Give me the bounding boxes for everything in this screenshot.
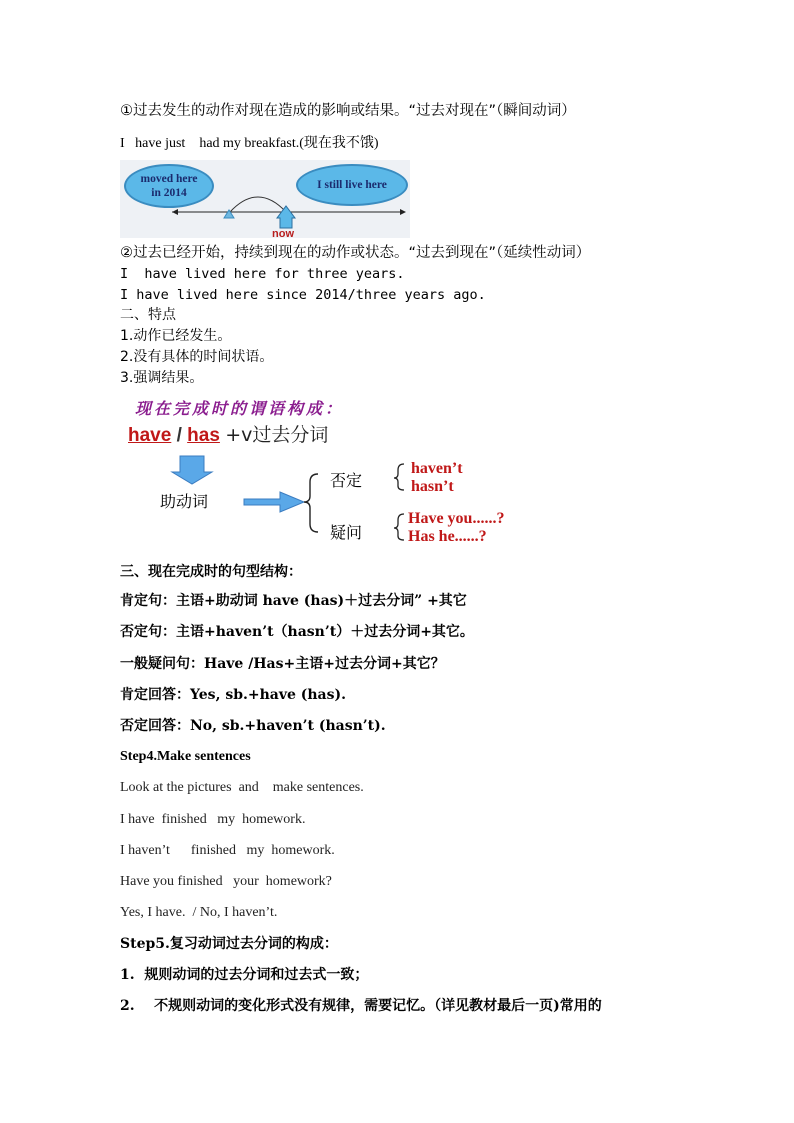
past-marker-icon [224, 210, 234, 218]
formula-slash: / [171, 425, 188, 446]
section1-example: I have just had my breakfast.(现在我不饿) [120, 136, 379, 151]
feature-item-2: 2.没有具体的时间状语。 [120, 349, 274, 365]
step4-line-1: Look at the pictures and make sentences. [120, 780, 364, 795]
now-arrow-icon [277, 206, 295, 228]
step5-title: Step5.复习动词过去分词的构成： [120, 936, 338, 952]
step4-line-5: Yes, I have. / No, I haven’t. [120, 905, 278, 920]
section2-heading: ②过去已经开始，持续到现在的动作或状态。“过去到现在”（延续性动词） [120, 245, 591, 261]
step4-line-4: Have you finished your homework? [120, 874, 332, 889]
now-label: now [272, 228, 294, 240]
step5-line-1: 1. 规则动词的过去分词和过去式一致； [120, 967, 369, 983]
main-brace [304, 474, 318, 532]
q-have-you: Have you......? [408, 510, 505, 527]
aux-label: 助动词 [160, 492, 209, 511]
neg-label: 否定 [330, 471, 363, 490]
structure-line-negative: 否定句：主语+haven’t（hasn’t）＋过去分词+其它。 [120, 624, 474, 640]
formula-line [128, 420, 328, 447]
step4-line-3: I haven’t finished my homework. [120, 843, 335, 858]
neg-brace [394, 464, 404, 490]
formula-has: has [187, 425, 220, 446]
down-arrow-icon [172, 456, 212, 484]
structure-line-affirmative: 肯定句：主语+助动词 have (has)＋过去分词” +其它 [120, 593, 467, 609]
timeline-arc [230, 197, 286, 212]
neg-hasnt: hasn’t [411, 478, 454, 495]
section2-example-2: I have lived here since 2014/three years ago. [120, 287, 486, 303]
q-brace [394, 514, 404, 540]
formula-plus-v: +v过去分词 [225, 424, 329, 446]
section3-title: 三、现在完成时的句型结构： [120, 564, 302, 580]
structure-line-no: 否定回答：No, sb.+haven’t (hasn’t). [120, 718, 386, 734]
neg-havent: haven’t [411, 460, 463, 477]
section2-example-1: I have lived here for three years. [120, 266, 405, 282]
bubble-moved-here: moved here in 2014 [124, 164, 214, 208]
feature-item-3: 3.强调结果。 [120, 370, 204, 386]
bubble-still-live-here: I still live here [296, 164, 408, 206]
features-title: 二、特点 [120, 307, 176, 323]
q-has-he: Has he......? [408, 528, 487, 545]
timeline-arrow-left [172, 209, 178, 215]
structure-line-yes: 肯定回答：Yes, sb.+have (has). [120, 687, 347, 703]
timeline-arrow-right [400, 209, 406, 215]
step5-line-2: 2. 不规则动词的变化形式没有规律，需要记忆。（详见教材最后一页)常用的 [120, 998, 602, 1014]
feature-item-1: 1.动作已经发生。 [120, 328, 232, 344]
timeline-diagram [120, 160, 410, 238]
section1-heading: ①过去发生的动作对现在造成的影响或结果。“过去对现在”（瞬间动词） [120, 103, 576, 119]
right-arrow-icon [244, 492, 304, 512]
formula-have: have [128, 425, 172, 446]
formula-title: 现在完成时的谓语构成： [135, 399, 345, 418]
q-label: 疑问 [330, 523, 363, 542]
step4-title: Step4.Make sentences [120, 749, 251, 764]
step4-line-2: I have finished my homework. [120, 812, 306, 827]
structure-line-question: 一般疑问句：Have /Has+主语+过去分词+其它？ [120, 656, 445, 672]
